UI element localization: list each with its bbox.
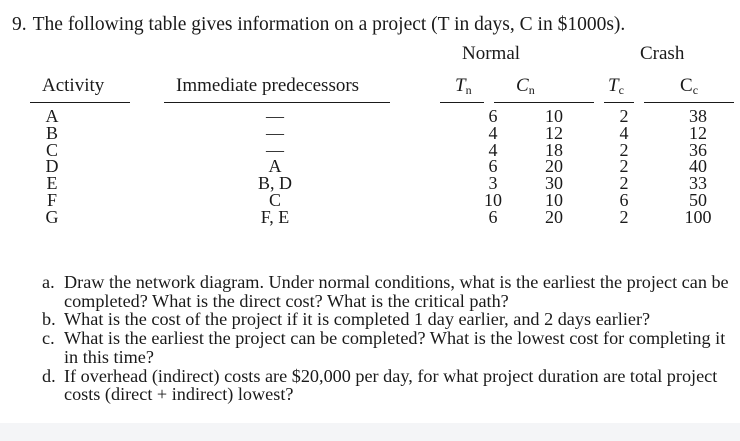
cell-cn: 30 xyxy=(545,173,563,194)
table-row xyxy=(24,142,740,159)
cell-activity: C xyxy=(45,139,58,160)
question-part xyxy=(42,273,740,310)
question-parts xyxy=(42,273,740,404)
header-cn: $C_n$ xyxy=(516,75,535,97)
cell-cn: 20 xyxy=(545,206,563,227)
page-bottom-strip xyxy=(0,423,740,441)
table-row xyxy=(24,175,740,192)
table-row xyxy=(24,209,740,226)
cell-predecessors: — xyxy=(266,122,284,143)
cell-cn: 12 xyxy=(545,122,563,143)
cell-tc: 2 xyxy=(619,139,629,160)
table-row xyxy=(24,108,740,125)
problem-statement xyxy=(12,14,625,36)
part-text: What is the cost of the project if it is completed 1 day earlier, and 2 days earlier? xyxy=(64,309,651,330)
cell-activity: F xyxy=(46,189,57,210)
header-rule-tn xyxy=(440,102,484,103)
cell-cc: 38 xyxy=(689,106,707,126)
cell-tn: 10 xyxy=(484,189,502,210)
cell-tc: 2 xyxy=(619,156,629,177)
cell-tn: 6 xyxy=(488,156,498,177)
part-label: c. xyxy=(42,328,55,349)
header-cc: $C_c$ xyxy=(680,75,699,97)
cell-activity: E xyxy=(46,173,58,194)
cell-cc: 40 xyxy=(689,156,707,177)
part-label: a. xyxy=(42,272,55,292)
question-part xyxy=(42,329,740,366)
header-rule-activity xyxy=(30,102,130,103)
header-predecessors: Immediate predecessors xyxy=(176,75,360,96)
cell-tn: 6 xyxy=(488,206,498,227)
part-text: Draw the network diagram. Under normal conditions, what is the earliest the project can be completed? What is the direct cost? What is the critical path? xyxy=(64,272,729,311)
part-label: b. xyxy=(42,309,56,330)
cell-predecessors: F, E xyxy=(260,206,290,227)
cell-activity: D xyxy=(45,156,59,177)
problem-number: 9. xyxy=(12,14,27,35)
cell-cn: 10 xyxy=(545,189,563,210)
cell-cc: 36 xyxy=(689,139,707,160)
project-table xyxy=(24,108,740,226)
group-header-normal: Normal xyxy=(462,43,521,64)
cell-cn: 18 xyxy=(545,139,563,160)
cell-cc: 33 xyxy=(689,173,707,194)
cell-tc: 4 xyxy=(619,122,629,143)
cell-predecessors: — xyxy=(266,106,284,126)
cell-cn: 10 xyxy=(545,106,563,126)
cell-tc: 2 xyxy=(619,173,629,194)
table-row xyxy=(24,158,740,175)
cell-tc: 6 xyxy=(619,189,629,210)
header-tn: $T_n$ xyxy=(455,75,472,97)
cell-predecessors: C xyxy=(268,189,281,210)
cell-activity: B xyxy=(45,122,58,143)
header-rule-cc xyxy=(644,102,734,103)
cell-tn: 4 xyxy=(488,139,498,160)
header-tc: $T_c$ xyxy=(608,75,624,97)
group-header-crash: Crash xyxy=(640,43,685,64)
table-row xyxy=(24,192,740,209)
cell-tc: 2 xyxy=(619,106,629,126)
cell-predecessors: A xyxy=(268,156,282,177)
cell-tc: 2 xyxy=(619,206,629,227)
header-rule-cn xyxy=(494,102,594,103)
table-row xyxy=(24,125,740,142)
part-text: What is the earliest the project can be completed? What is the lowest cost for completing it in this time? xyxy=(64,328,726,367)
problem-text: The following table gives information on a project (T in days, C in $1000s). xyxy=(32,14,626,35)
cell-cc: 12 xyxy=(689,122,707,143)
cell-tn: 3 xyxy=(488,173,498,194)
header-activity: Activity xyxy=(42,75,105,96)
cell-predecessors: B, D xyxy=(257,173,292,194)
cell-tn: 6 xyxy=(488,106,498,126)
header-rule-predecessors xyxy=(164,102,390,103)
header-rule-tc xyxy=(604,102,634,103)
question-part xyxy=(42,310,740,329)
cell-cc: 100 xyxy=(684,206,712,227)
part-text: If overhead (indirect) costs are $20,000 per day, for what project duration are total project costs (direct + indirect) lowest? xyxy=(64,365,718,405)
cell-cc: 50 xyxy=(689,189,707,210)
cell-tn: 4 xyxy=(488,122,498,143)
cell-cn: 20 xyxy=(545,156,563,177)
cell-predecessors: — xyxy=(266,139,284,160)
cell-activity: G xyxy=(45,206,59,227)
part-label: d. xyxy=(42,365,56,386)
question-part xyxy=(42,367,740,404)
cell-activity: A xyxy=(45,106,59,126)
